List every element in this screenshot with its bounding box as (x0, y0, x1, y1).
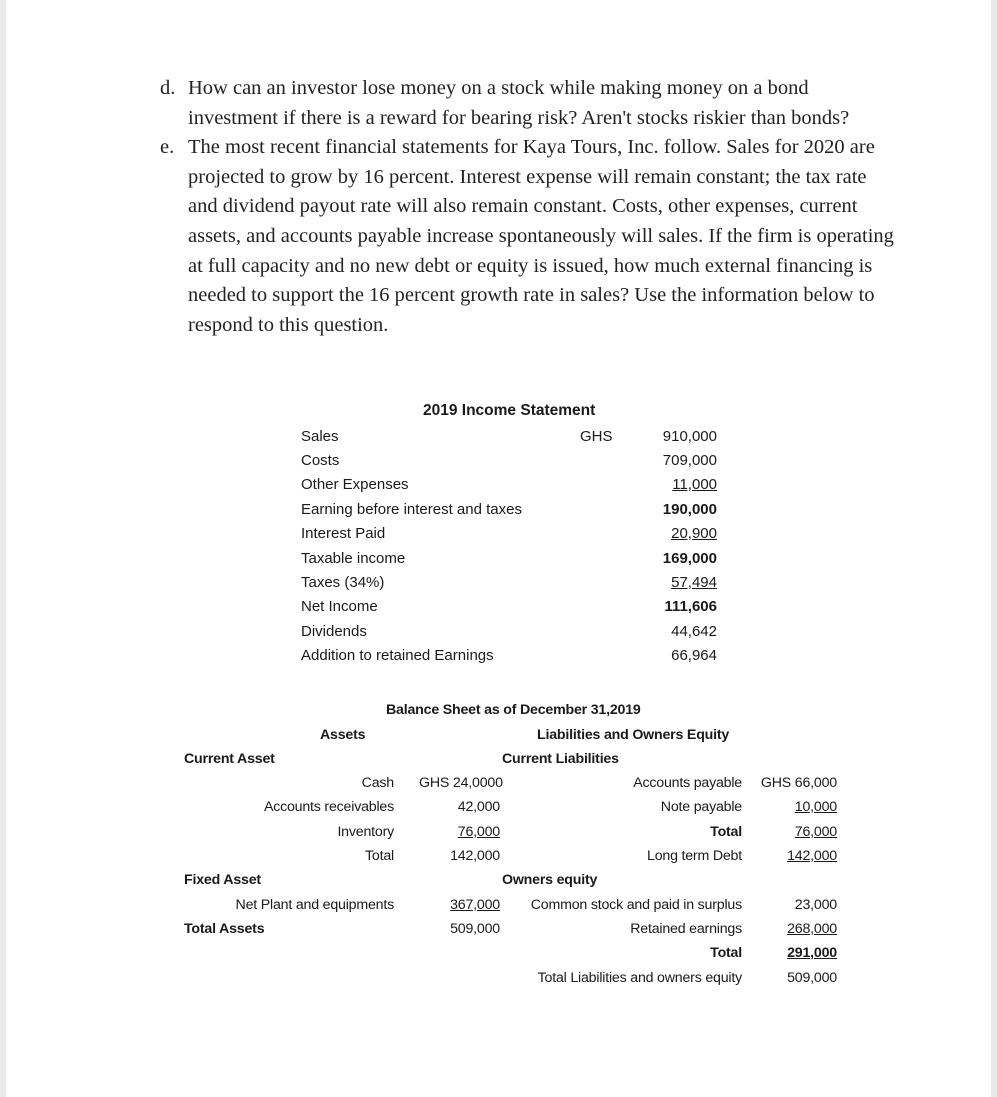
ar-value: 42,000 (457, 799, 500, 815)
plant-label: Net Plant and equipments (235, 897, 394, 913)
is-label-taxable-income: Taxable income (301, 550, 406, 567)
is-label-taxes: Taxes (34%) (301, 574, 385, 591)
is-label-ebit: Earning before interest and taxes (301, 501, 522, 518)
is-value-taxes: 57,494 (671, 574, 717, 591)
is-value-other-expenses: 11,000 (672, 476, 717, 493)
is-value-ebit: 190,000 (662, 501, 717, 518)
is-label-net-income: Net Income (301, 598, 378, 615)
np-value: 10,000 (794, 799, 837, 815)
current-assets-total-value: 142,000 (450, 848, 500, 864)
cs-label: Common stock and paid in surplus (530, 897, 742, 913)
ap-label: Accounts payable (633, 775, 742, 791)
current-asset-label: Current Asset (184, 751, 275, 767)
question-e-letter: e. (160, 136, 175, 159)
np-label: Note payable (660, 799, 742, 815)
re-value: 268,000 (787, 921, 837, 937)
total-assets-label: Total Assets (184, 921, 265, 937)
current-assets-total-label: Total (365, 848, 394, 864)
is-value-sales: 910,000 (662, 428, 717, 445)
is-value-interest: 20,900 (671, 525, 717, 542)
income-statement-title: 2019 Income Statement (423, 402, 596, 419)
fixed-asset-label: Fixed Asset (184, 872, 261, 888)
is-label-costs: Costs (301, 452, 340, 469)
is-label-other-expenses: Other Expenses (301, 476, 409, 493)
cs-value: 23,000 (794, 897, 837, 913)
re-label: Retained earnings (630, 921, 742, 937)
plant-value: 367,000 (450, 897, 500, 913)
is-value-taxable-income: 169,000 (662, 550, 717, 567)
cl-total-label: Total (710, 824, 742, 840)
assets-header: Assets (320, 727, 366, 743)
cash-value: GHS 24,0000 (419, 775, 503, 791)
ar-label: Accounts receivables (263, 799, 394, 815)
is-value-costs: 709,000 (662, 452, 717, 469)
current-liabilities-label: Current Liabilities (502, 751, 619, 767)
cash-label: Cash (361, 775, 394, 791)
cl-total-value: 76,000 (794, 824, 837, 840)
oe-total-value: 291,000 (787, 945, 837, 961)
is-label-addition-retained: Addition to retained Earnings (301, 647, 494, 664)
question-d-letter: d. (160, 77, 176, 99)
owners-equity-label: Owners equity (502, 872, 598, 888)
inventory-value: 76,000 (457, 824, 500, 840)
total-assets-value: 509,000 (450, 921, 500, 937)
tloe-value: 509,000 (787, 970, 837, 986)
income-statement-currency: GHS (580, 428, 613, 445)
ltd-value: 142,000 (787, 848, 837, 864)
oe-total-label: Total (710, 945, 742, 961)
ltd-label: Long term Debt (647, 848, 742, 864)
is-label-interest: Interest Paid (301, 525, 386, 542)
is-label-dividends: Dividends (301, 623, 367, 640)
question-e-text: The most recent financial statements for Kaya Tours, Inc. follow. Sales for 2020 are projected to grow by 16 percent. Interest expense will remain constant; the tax rate and dividend payout rate will also remain constant. Costs, other expenses, current assets, and accounts payable increase spontaneously will sales. If the firm is operating at full capacity and no new debt or equity is issued, how much external financing is needed to support the 16 percent growth rate in sales? Use the information below to respond to this question. (188, 136, 894, 336)
ap-value: GHS 66,000 (760, 775, 837, 791)
is-value-addition-retained: 66,964 (671, 647, 717, 664)
is-value-net-income: 111,606 (664, 598, 717, 615)
is-label-sales: Sales (301, 428, 339, 445)
liabilities-header: Liabilities and Owners Equity (537, 727, 730, 743)
inventory-label: Inventory (337, 824, 394, 840)
is-value-dividends: 44,642 (671, 623, 717, 640)
tloe-label: Total Liabilities and owners equity (537, 970, 742, 986)
balance-sheet-title: Balance Sheet as of December 31,2019 (386, 702, 641, 718)
question-d-text: How can an investor lose money on a stock while making money on a bond investment if there is a reward for bearing risk? Aren't stocks riskier than bonds? (188, 77, 850, 129)
